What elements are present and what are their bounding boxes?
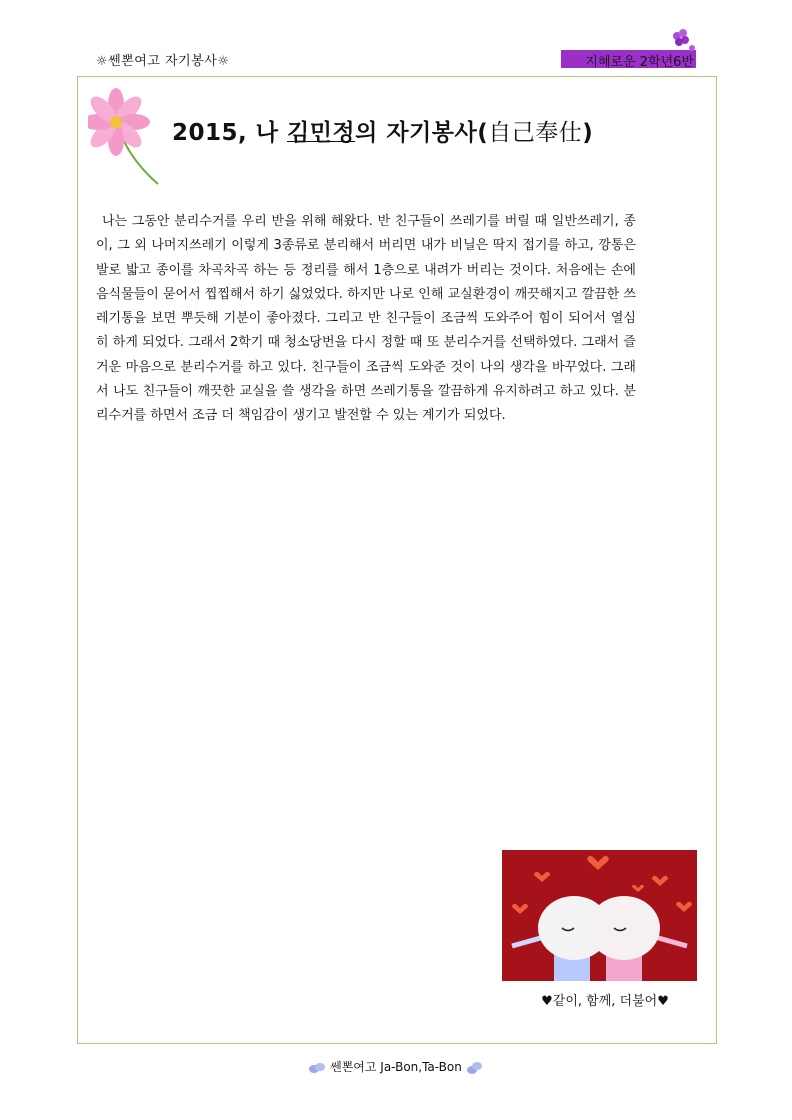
title-name: 김민정 [286,120,356,146]
body-text [96,210,636,429]
title-suffix: 의 자기봉사( [355,120,489,146]
flower-icon [668,28,696,54]
footer [0,1058,792,1076]
title-hanja: 自己奉仕 [488,120,583,146]
body-paragraph: 나는 그동안 분리수거를 우리 반을 위해 해왔다. 반 친구들이 쓰레기를 버릴 때 일반쓰레기, 종이, 그 외 나머지쓰레기 이렇게 3종류로 분리해서 버리면 내가 비닐은 딱지 접기를 하고, 깡통은 발로 밟고 종이를 차곡차곡 하는 등 정리를 해서 1층으로 내려가 버리는 것이다. 처음에는 손에 음식물들이 묻어서 찝찝해서 하기 싫었었다. 하지만 나로 인해 교실환경이 깨끗해지고 깔끔한 쓰레기통을 보면 뿌듯해 기분이 좋아졌다. 그리고 반 친구들이 조금씩 도와주어 힘이 되어서 열심히 하게 되었다. 그래서 2학기 때 청소당번을 다시 정할 때 또 분리수거를 선택하였다. 그래서 즐거운 마음으로 분리수거를 하고 있다. 친구들이 조금씩 도와준 것이 나의 생각을 바꾸었다. 그래서 나도 친구들이 깨끗한 교실을 쓸 생각을 하면 쓰레기통을 깔끔하게 유지하려고 하고 있다. 분리수거를 하면서 조금 더 책임감이 생기고 발전할 수 있는 계기가 되었다. [96,214,636,424]
title-prefix: 2015, 나 [172,120,287,146]
cosmos-flower-icon [88,88,164,188]
title-close: ) [582,120,594,146]
footer-text: 쎈뽄여고 Ja-Bon,Ta-Bon [330,1060,462,1074]
friends-hugging-image [502,850,697,981]
header-left-text: ☼쎈뽄여고 자기봉사☼ [96,54,230,69]
flower-icon [308,1061,326,1075]
image-caption: ♥같이, 함께, 더불어♥ [541,994,669,1009]
flower-icon [466,1060,484,1076]
document-title [172,114,593,147]
header-right-text: 지혜로운 2학년6반 [585,55,694,70]
